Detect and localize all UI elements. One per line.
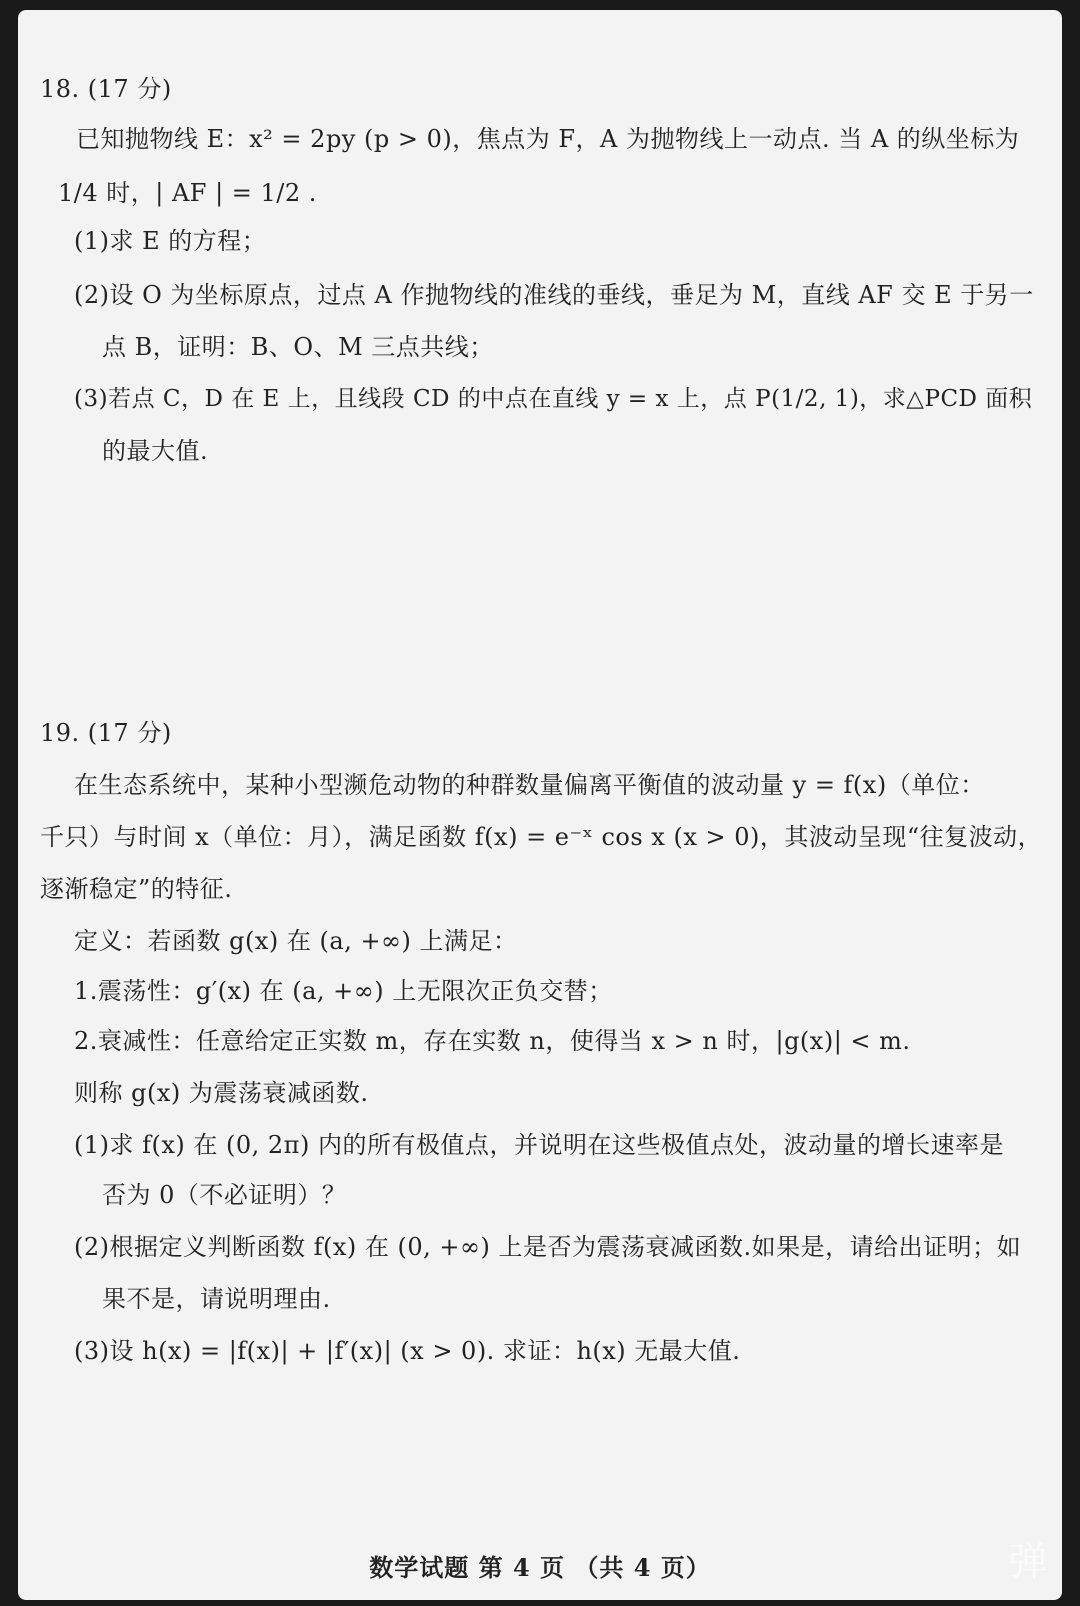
q18-stem-line1: 已知抛物线 E：x² = 2py (p > 0)，焦点为 F，A 为抛物线上一动点. 当 A 的纵坐标为: [76, 125, 1020, 153]
q19-definition: 定义：若函数 g(x) 在 (a, +∞) 上满足：: [74, 927, 518, 955]
q19-header: 19. (17 分): [40, 719, 172, 747]
q18-part2-line1: (2)设 O 为坐标原点，过点 A 作抛物线的准线的垂线，垂足为 M，直线 AF 交 E 于另一: [74, 281, 1034, 309]
exam-page: [18, 10, 1062, 1600]
q19-part1-line2: 否为 0（不必证明）？: [102, 1181, 347, 1209]
q19-part2-line2: 果不是，请说明理由.: [102, 1285, 331, 1313]
q19-stem-line2: 千只）与时间 x（单位：月），满足函数 f(x) = e⁻ˣ cos x (x > 0)，其波动呈现“往复波动，: [40, 823, 1043, 851]
q18-part3-line2: 的最大值.: [102, 437, 209, 465]
q19-stem-line1: 在生态系统中，某种小型濒危动物的种群数量偏离平衡值的波动量 y = f(x)（单位：: [74, 771, 985, 799]
q19-definition-1: 1.震荡性：g′(x) 在 (a, +∞) 上无限次正负交替；: [74, 977, 613, 1005]
q18-stem-line2: 1/4 时，| AF | = 1/2 .: [58, 179, 317, 207]
q19-part3: (3)设 h(x) = |f(x)| + |f′(x)| (x > 0). 求证：h(x) 无最大值.: [74, 1337, 741, 1365]
q19-part1-line1: (1)求 f(x) 在 (0, 2π) 内的所有极值点，并说明在这些极值点处，波动量的增长速率是: [74, 1131, 1004, 1159]
watermark-logo: 弹: [1008, 1539, 1048, 1585]
q19-definition-end: 则称 g(x) 为震荡衰减函数.: [74, 1079, 369, 1107]
q19-part2-line1: (2)根据定义判断函数 f(x) 在 (0, +∞) 上是否为震荡衰减函数.如果是，请给出证明；如: [74, 1233, 1022, 1261]
q18-part3-line1: (3)若点 C，D 在 E 上，且线段 CD 的中点在直线 y = x 上，点 P(1/2, 1)，求△PCD 面积: [74, 386, 1033, 412]
q18-part2-line2: 点 B，证明：B、O、M 三点共线；: [102, 333, 494, 361]
q19-definition-2: 2.衰减性：任意给定正实数 m，存在实数 n，使得当 x > n 时，|g(x)| < m.: [74, 1027, 911, 1055]
q19-stem-line3: 逐渐稳定”的特征.: [40, 875, 233, 903]
q18-header: 18. (17 分): [40, 75, 172, 103]
q18-part1: (1)求 E 的方程；: [74, 227, 267, 255]
page-footer: 数学试题 第 4 页 （共 4 页）: [369, 1553, 711, 1582]
